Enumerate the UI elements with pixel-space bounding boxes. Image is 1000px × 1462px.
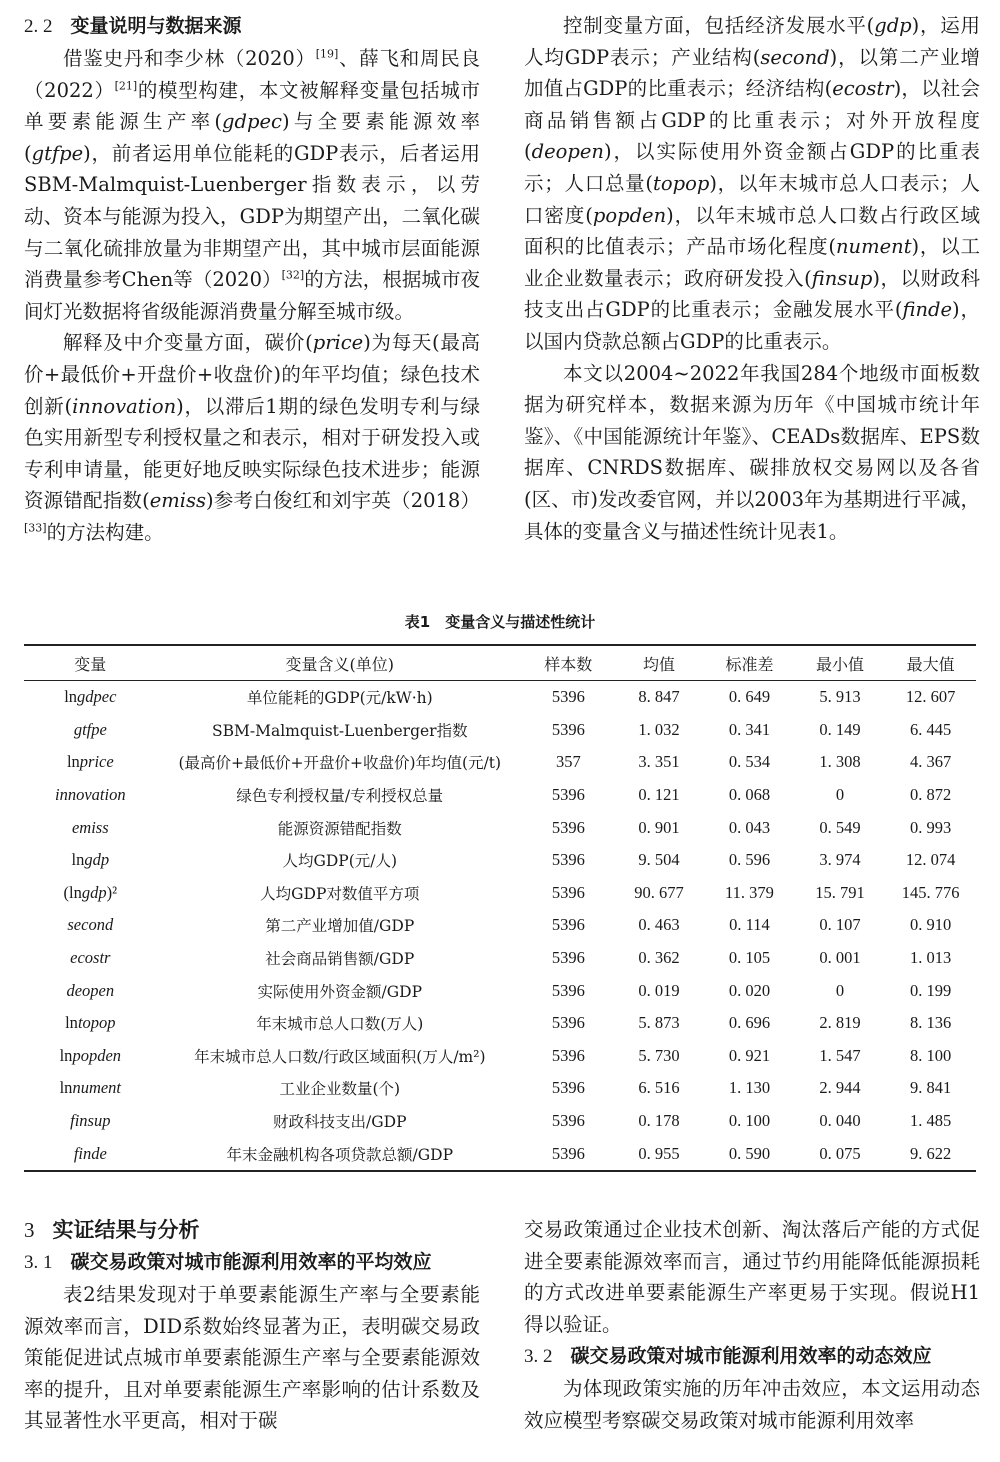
mean-cell: 8. 847 (638, 687, 680, 707)
table-row (24, 714, 976, 747)
std-dev-cell: 1. 130 (728, 1078, 771, 1098)
variable-symbol: finde (73, 1143, 107, 1163)
text-run: 、薛飞和周民良（2022） (24, 47, 480, 102)
variable-prefix: ln (59, 1045, 73, 1065)
text-run: )，以工业企业数量表示；政府研发投入( (524, 235, 981, 290)
text-run: )为每天(最高价+最低价+开盘价+收盘价)的年平均值；绿色技术创新( (24, 331, 481, 418)
variable-prefix: ln (59, 1078, 73, 1098)
variable-prefix: ln (66, 752, 80, 772)
mean-cell: 5. 873 (638, 1013, 680, 1033)
min-cell: 1. 308 (819, 752, 861, 772)
variable-symbol: second (760, 45, 830, 69)
variable-symbol: deopen (66, 980, 115, 1000)
max-cell: 8. 100 (910, 1045, 952, 1065)
sample-size-cell: 5396 (551, 915, 585, 935)
mean-cell: 90. 677 (634, 882, 684, 902)
text-run: )，以社会商品销售额占GDP的比重表示；对外开放程度( (524, 77, 980, 164)
sample-size-cell: 5396 (551, 817, 585, 837)
max-cell: 4. 367 (910, 752, 952, 772)
variable-symbol: gdp (874, 14, 912, 37)
sample-size-cell: 5396 (551, 1111, 585, 1131)
description-cell: 能源资源错配指数 (277, 819, 402, 838)
column-header: 样本数 (544, 654, 593, 674)
section-title: 碳交易政策对城市能源利用效率的平均效应 (70, 1251, 432, 1273)
table-row (24, 1137, 976, 1171)
min-cell: 3. 974 (819, 850, 861, 870)
section-number: 3. 2 (524, 1346, 553, 1368)
sample-size-cell: 5396 (551, 948, 585, 968)
description-cell: 财政科技支出/GDP (273, 1113, 407, 1132)
table-row (24, 811, 976, 844)
max-cell: 6. 445 (910, 719, 952, 739)
column-header: 变量 (74, 654, 107, 674)
upper-left-column (24, 10, 480, 549)
table-row (24, 1105, 976, 1138)
mean-cell: 0. 362 (638, 948, 680, 968)
variable-cell (24, 844, 157, 877)
paragraph-average-effect: 表2结果发现对于单要素能源生产率与全要素能源效率而言，DID系数始终显著为正，表明碳交易政策能促进试点城市单要素能源生产率与全要素能源效率的提升，且对单要素能源生产率影响的估计系数及其显著性水平更高，相对于碳 (24, 1283, 480, 1433)
paragraph-data-sources: 本文以2004~2022年我国284个地级市面板数据为研究样本，数据来源为历年《中国城市统计年鉴》、《中国能源统计年鉴》、CEADs数据库、EPS数据库、CNRDS数据库、碳排放权交易网以及各省(区、市)发改委官网，并以2003年为基期进行平减，具体的变量含义与描述性统计见表1。 (524, 361, 980, 543)
variable-cell (24, 1040, 157, 1073)
max-cell: 145. 776 (901, 882, 960, 902)
variable-symbol: second (67, 915, 114, 935)
citation-ref: [19] (315, 47, 339, 61)
std-dev-cell: 0. 534 (728, 752, 771, 772)
table-row (24, 1040, 976, 1073)
section-number: 2. 2 (24, 16, 53, 37)
variable-symbol: gdpec (77, 687, 117, 707)
sample-size-cell: 5396 (551, 882, 585, 902)
description-cell: 第二产业增加值/GDP (265, 917, 415, 936)
sample-size-cell: 5396 (551, 687, 585, 707)
sample-size-cell: 5396 (551, 719, 585, 739)
min-cell: 0 (835, 785, 845, 805)
min-cell: 2. 944 (819, 1078, 861, 1098)
std-dev-cell: 0. 100 (728, 1111, 771, 1131)
variable-symbol: ecostr (70, 948, 111, 968)
section-number: 3 (24, 1218, 35, 1242)
column-header: 均值 (642, 654, 675, 674)
std-dev-cell: 0. 649 (728, 687, 771, 707)
min-cell: 0. 149 (819, 719, 861, 739)
variable-symbol: finsup (811, 266, 873, 290)
text-run: )，以年末城市总人口数占行政区域面积的比值表示；产品市场化程度( (524, 203, 981, 259)
text-run: 的模型构建，本文被解释变量包括城市单要素能源生产率( (24, 78, 480, 134)
table-row (24, 974, 976, 1007)
mean-cell: 0. 019 (638, 980, 680, 1000)
variable-cell (24, 942, 157, 975)
table-row (24, 1007, 976, 1040)
column-header: 变量含义(单位) (285, 654, 395, 674)
description-cell: 绿色专利授权量/专利授权总量 (236, 787, 444, 806)
mean-cell: 3. 351 (638, 752, 680, 772)
mean-cell: 0. 178 (638, 1111, 680, 1131)
std-dev-cell: 0. 341 (728, 719, 771, 739)
sample-size-cell: 5396 (551, 850, 585, 870)
text-run: )，运用人均GDP表示；产业结构( (524, 14, 981, 69)
max-cell: 0. 910 (910, 915, 952, 935)
variable-symbol: nument (72, 1078, 122, 1098)
min-cell: 0. 549 (819, 817, 861, 837)
section-3-1-heading (24, 1246, 480, 1279)
citation-ref: [21] (114, 79, 138, 93)
text-run: )参考白俊红和刘宇英（2018） (206, 489, 481, 513)
variable-prefix: ln (65, 1013, 78, 1033)
std-dev-cell: 0. 105 (728, 948, 771, 968)
mean-cell: 0. 955 (638, 1143, 680, 1163)
mean-cell: 0. 463 (638, 915, 680, 935)
description-cell: SBM-Malmquist-Luenberger指数 (211, 721, 468, 740)
text-run: )，以财政科技支出占GDP的比重表示；金融发展水平( (524, 266, 981, 322)
variable-cell (24, 1007, 157, 1040)
std-dev-cell: 0. 043 (728, 817, 771, 837)
variable-symbol: price (79, 752, 114, 772)
mean-cell: 6. 516 (638, 1078, 680, 1098)
min-cell: 0. 001 (819, 948, 861, 968)
sample-size-cell: 357 (555, 752, 581, 772)
section-2-2-heading (24, 10, 480, 43)
sample-size-cell: 5396 (551, 980, 585, 1000)
description-cell: 单位能耗的GDP(元/kW·h) (246, 689, 433, 708)
variable-symbol: emiss (71, 817, 109, 837)
table-header-row (24, 645, 976, 681)
variable-symbol: ecostr (832, 77, 894, 101)
std-dev-cell: 0. 590 (728, 1143, 771, 1163)
variable-cell (24, 746, 157, 779)
variable-cell (24, 909, 157, 942)
sample-size-cell: 5396 (551, 1013, 585, 1033)
text-run: )，前者运用单位能耗的GDP表示，后者运用SBM-Malmquist-Luenberger指数表示，以劳动、资本与能源为投入，GDP为期望产出，二氧化碳与二氧化硫排放量为非期望产出，其中城市层面能源消费量参考Chen等（2020） (24, 141, 480, 292)
variable-suffix: )² (106, 882, 118, 902)
sample-size-cell: 5396 (551, 1143, 585, 1163)
max-cell: 1. 485 (910, 1111, 952, 1131)
description-cell: 年末金融机构各项贷款总额/GDP (226, 1145, 454, 1164)
column-header: 最大值 (906, 654, 955, 674)
max-cell: 12. 074 (905, 850, 956, 870)
description-cell: 年末城市总人口数/行政区域面积(万人/m²) (194, 1047, 486, 1066)
mean-cell: 0. 901 (638, 817, 680, 837)
mean-cell: 5. 730 (638, 1045, 680, 1065)
table-row (24, 909, 976, 942)
table-body (24, 681, 976, 1171)
sample-size-cell: 5396 (551, 1045, 585, 1065)
max-cell: 9. 622 (910, 1143, 952, 1163)
description-cell: 实际使用外资金额/GDP (257, 982, 423, 1001)
variable-symbol: gdp (84, 850, 110, 870)
variable-prefix: ln (64, 687, 78, 707)
variable-cell (24, 1137, 157, 1171)
description-cell: 人均GDP(元/人) (282, 852, 398, 871)
std-dev-cell: 0. 068 (728, 785, 771, 805)
variable-symbol: deopen (531, 140, 604, 164)
variable-symbol: emiss (149, 489, 207, 513)
mean-cell: 0. 121 (638, 785, 680, 805)
max-cell: 0. 199 (910, 980, 952, 1000)
text-run: )，以国内贷款总额占GDP的比重表示。 (524, 298, 980, 353)
description-cell: 年末城市总人口数(万人) (256, 1015, 424, 1034)
variable-symbol: topop (653, 171, 710, 195)
variable-symbol: innovation (72, 394, 177, 418)
variable-prefix: (ln (63, 882, 82, 902)
description-cell: 人均GDP对数值平方项 (260, 884, 420, 903)
paragraph-dependent-variables (24, 43, 480, 327)
max-cell: 12. 607 (905, 687, 956, 707)
max-cell: 0. 872 (910, 785, 952, 805)
table-row (24, 746, 976, 779)
paragraph-explanatory-variables (24, 327, 480, 548)
upper-right-column (524, 10, 980, 547)
variable-symbol: popden (72, 1045, 122, 1065)
text-run: 的方法构建。 (46, 520, 164, 544)
paragraph-average-effect-continued: 交易政策通过企业技术创新、淘汰落后产能的方式促进全要素能源效率而言，通过节约用能降低能源损耗的方式改进单要素能源生产率更易于实现。假说H1得以验证。 (524, 1218, 980, 1336)
table-row (24, 844, 976, 877)
description-cell: 社会商品销售额/GDP (265, 950, 415, 969)
variable-symbol: innovation (55, 785, 126, 805)
min-cell: 0. 075 (819, 1143, 861, 1163)
min-cell: 0. 107 (819, 915, 861, 935)
variable-symbol: gdp (81, 882, 107, 902)
variable-cell (24, 1072, 157, 1105)
std-dev-cell: 0. 114 (729, 915, 770, 935)
column-header: 最小值 (816, 654, 865, 674)
column-header: 标准差 (725, 654, 774, 674)
min-cell: 1. 547 (819, 1045, 861, 1065)
paragraph-dynamic-effect: 为体现政策实施的历年冲击效应，本文运用动态效应模型考察碳交易政策对城市能源利用效率 (524, 1377, 980, 1432)
table-row (24, 877, 976, 910)
citation-ref: [32] (281, 268, 305, 282)
table-row (24, 1072, 976, 1105)
variable-cell (24, 974, 157, 1007)
section-title: 实证结果与分析 (52, 1218, 200, 1242)
section-3-2-heading (524, 1340, 980, 1373)
table-row (24, 779, 976, 812)
variable-symbol: gdpec (222, 110, 282, 134)
variable-cell (24, 681, 157, 714)
description-cell: (最高价+最低价+开盘价+收盘价)年均值(元/t) (178, 754, 502, 773)
min-cell: 15. 791 (815, 882, 865, 902)
variable-cell (24, 877, 157, 910)
variable-symbol: topop (77, 1013, 116, 1033)
text-run: )与全要素能源效率( (24, 110, 481, 165)
variable-symbol: gtfpe (73, 719, 107, 739)
min-cell: 5. 913 (819, 687, 861, 707)
description-cell: 工业企业数量(个) (279, 1080, 401, 1099)
descriptive-statistics-table (24, 644, 976, 1172)
text-run: )，以滞后1期的绿色发明专利与绿色实用新型专利授权量之和表示，相对于研发投入或专利申请量，能更好地反映实际绿色技术进步；能源资源错配指数( (24, 394, 481, 513)
std-dev-cell: 11. 379 (725, 882, 774, 902)
min-cell: 0 (835, 980, 845, 1000)
max-cell: 9. 841 (910, 1078, 952, 1098)
table-caption: 表1 变量含义与描述性统计 (404, 613, 596, 631)
variable-cell (24, 1105, 157, 1138)
lower-left-column (24, 1214, 480, 1437)
variable-cell (24, 714, 157, 747)
text-run: )，以第二产业增加值占GDP的比重表示；经济结构( (524, 45, 980, 101)
text-run: )，以实际使用外资金额占GDP的比重表示；人口总量( (524, 140, 980, 195)
variable-symbol: gtfpe (31, 141, 84, 165)
variable-symbol: finde (902, 298, 953, 322)
table-row (24, 942, 976, 975)
sample-size-cell: 5396 (551, 1078, 585, 1098)
mean-cell: 9. 504 (638, 850, 680, 870)
text-run: 借鉴史丹和李少林（2020） (63, 47, 316, 70)
text-run: 解释及中介变量方面，碳价( (63, 331, 313, 355)
text-run: 的方法，根据城市夜间灯光数据将省级能源消费量分解至城市级。 (24, 268, 480, 323)
max-cell: 1. 013 (910, 948, 952, 968)
std-dev-cell: 0. 596 (728, 850, 771, 870)
std-dev-cell: 0. 020 (728, 980, 771, 1000)
variable-symbol: finsup (70, 1111, 111, 1131)
max-cell: 0. 993 (910, 817, 952, 837)
citation-ref: [33] (24, 521, 47, 535)
section-title: 变量说明与数据来源 (70, 15, 242, 37)
variable-symbol: price (312, 331, 364, 355)
min-cell: 2. 819 (819, 1013, 861, 1033)
text-run: )，以年末城市总人口表示；人口密度( (524, 171, 981, 227)
min-cell: 0. 040 (819, 1111, 861, 1131)
section-3-heading (24, 1214, 480, 1246)
variable-symbol: nument (835, 235, 912, 259)
section-number: 3. 1 (24, 1252, 53, 1273)
text-run: 控制变量方面，包括经济发展水平( (563, 14, 875, 37)
std-dev-cell: 0. 921 (728, 1045, 771, 1065)
variable-cell (24, 779, 157, 812)
sample-size-cell: 5396 (551, 785, 585, 805)
variable-symbol: popden (592, 203, 667, 227)
lower-right-column (524, 1214, 980, 1437)
variable-prefix: ln (71, 850, 85, 870)
max-cell: 8. 136 (910, 1013, 952, 1033)
section-title: 碳交易政策对城市能源利用效率的动态效应 (570, 1345, 932, 1368)
paragraph-control-variables (524, 10, 980, 358)
table-row (24, 681, 976, 714)
variable-cell (24, 811, 157, 844)
mean-cell: 1. 032 (638, 719, 680, 739)
std-dev-cell: 0. 696 (728, 1013, 771, 1033)
